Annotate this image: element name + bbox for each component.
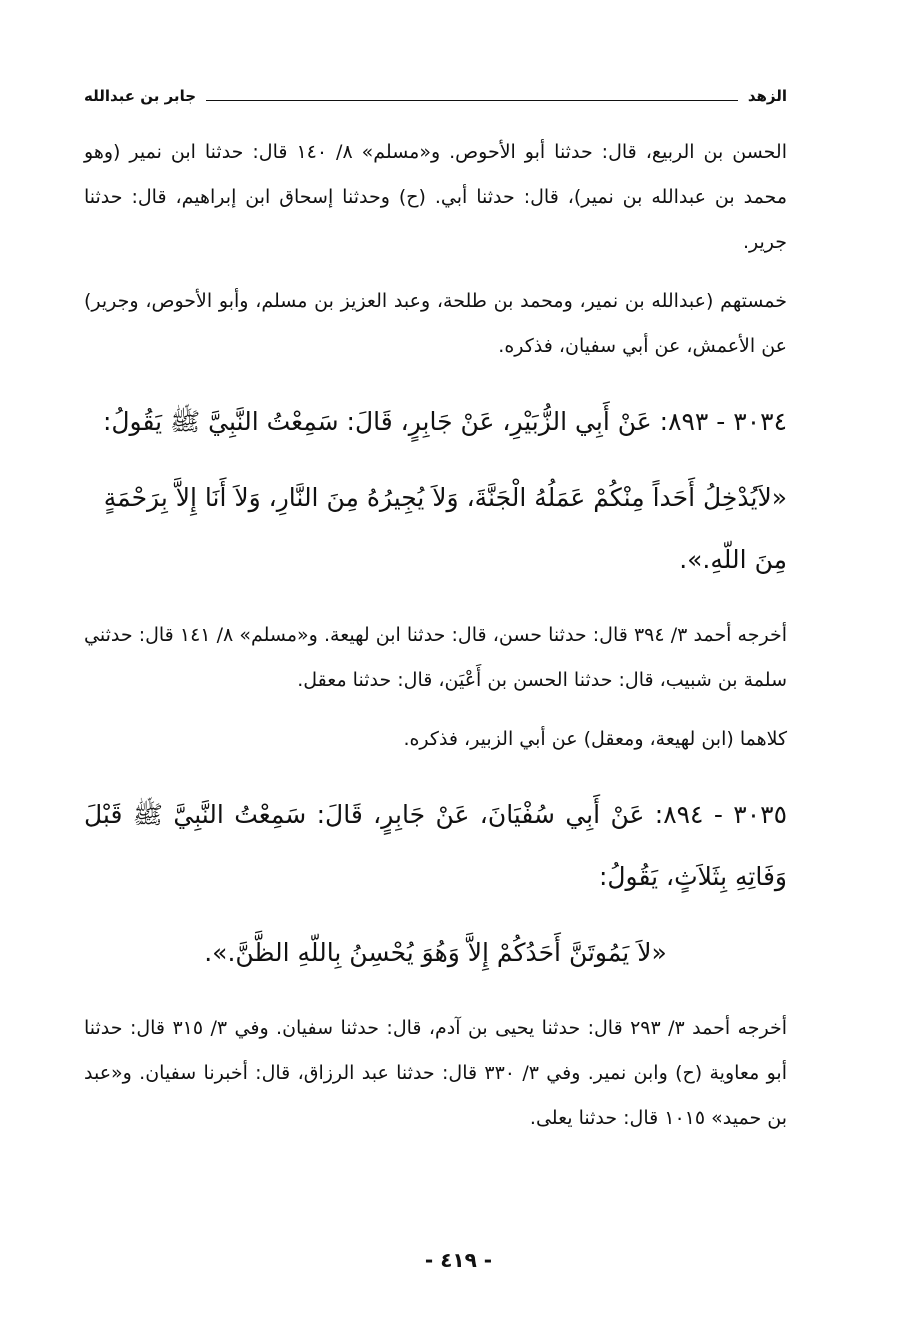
page-number: - ٤١٩ -: [424, 1248, 493, 1272]
header-rule: [206, 100, 738, 101]
sources-paragraph-3: أخرجه أحمد ٣/ ٣٩٤ قال: حدثنا حسن، قال: حدثنا ابن لهيعة. و«مسلم» ٨/ ١٤١ قال: حدثني سلمة بن شبيب، قال: حدثنا الحسن بن أَعْيَن، قال: حدثنا معقل.: [84, 624, 787, 691]
sources-paragraph-5: أخرجه أحمد ٣/ ٢٩٣ قال: حدثنا يحيى بن آدم، قال: حدثنا سفيان. وفي ٣/ ٣١٥ قال: حدثنا أبو معاوية (ح) وابن نمير. وفي ٣/ ٣٣٠ قال: حدثنا عبد الرزاق، قال: أخبرنا سفيان. و«عبد بن حميد» ١٠١٥ قال: حدثنا يعلى.: [84, 1017, 788, 1129]
header-section-title: جابر بن عبدالله: [84, 87, 197, 105]
sources-paragraph-2: خمستهم (عبدالله بن نمير، ومحمد بن طلحة، وعبد العزيز بن مسلم، وأبو الأحوص، وجرير) عن الأعمش، عن أبي سفيان، فذكره.: [84, 290, 787, 357]
header-chapter-title: الزهد: [747, 87, 787, 105]
hadith-3034-heading: ٣٠٣٤ - ٨٩٣: عَنْ أَبِي الزُّبَيْرِ، عَنْ جَابِرٍ، قَالَ: سَمِعْتُ النَّبِيَّ ﷺ يَقُولُ:: [102, 407, 787, 436]
sources-paragraph-1: الحسن بن الربيع، قال: حدثنا أبو الأحوص. و«مسلم» ٨/ ١٤٠ قال: حدثنا ابن نمير (وهو محمد بن عبدالله بن نمير)، قال: حدثنا أبي. (ح) وحدثنا إسحاق ابن إبراهيم، قال: حدثنا جرير.: [84, 141, 787, 253]
hadith-3035-heading: ٣٠٣٥ - ٨٩٤: عَنْ أَبِي سُفْيَانَ، عَنْ جَابِرٍ، قَالَ: سَمِعْتُ النَّبِيَّ ﷺ قَبْلَ وَفَاتِهِ بِثَلاَثٍ، يَقُولُ:: [84, 800, 787, 891]
sources-paragraph-4: كلاهما (ابن لهيعة، ومعقل) عن أبي الزبير، فذكره.: [403, 728, 787, 750]
page-body: [84, 130, 787, 1141]
running-header: [84, 84, 787, 108]
hadith-3034-text: «لاَيُدْخِلُ أَحَداً مِنْكُمْ عَمَلُهُ الْجَنَّةَ، وَلاَ يُجِيرُهُ مِنَ النَّارِ، وَلاَ أَنَا إِلاَّ بِرَحْمَةٍ مِنَ اللّهِ.».: [103, 483, 787, 574]
hadith-3035-text: «لاَ يَمُوتَنَّ أَحَدُكُمْ إِلاَّ وَهُوَ يُحْسِنُ بِاللّهِ الظَّنَّ.».: [204, 938, 667, 967]
